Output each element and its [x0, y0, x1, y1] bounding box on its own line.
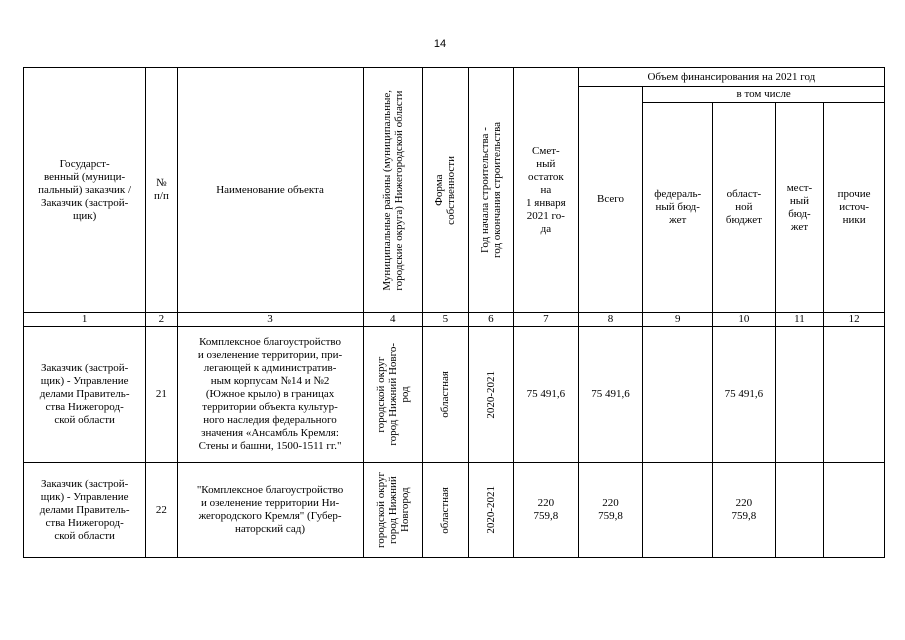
row-customer: Заказчик (застрой- щик) - Управление делами Правитель- ства Нижегород- ской области	[24, 463, 146, 558]
column-number-row	[24, 313, 885, 327]
header-funding-volume: Объем финансирования на 2021 год	[578, 68, 884, 87]
header-years: Год начала строительства - год окончания строительства	[468, 68, 513, 313]
row-regional: 75 491,6	[713, 327, 776, 463]
row-number: 22	[146, 463, 177, 558]
row-balance: 75 491,6	[514, 327, 579, 463]
col-number: 1	[24, 313, 146, 327]
row-balance: 220 759,8	[514, 463, 579, 558]
col-number: 9	[643, 313, 713, 327]
row-ownership: областная	[423, 463, 468, 558]
col-number: 8	[578, 313, 643, 327]
row-customer: Заказчик (застрой- щик) - Управление делами Правитель- ства Нижегород- ской области	[24, 327, 146, 463]
header-regional: област- ной бюджет	[713, 103, 776, 313]
header-total: Всего	[578, 87, 643, 313]
header-ownership: Форма собственности	[423, 68, 468, 313]
table-row	[24, 327, 885, 463]
row-years: 2020-2021	[468, 327, 513, 463]
header-estimated-balance: Смет- ный остаток на 1 января 2021 го- да	[514, 68, 579, 313]
row-local	[775, 327, 824, 463]
row-district: городской округ город Нижний Новго- род	[363, 327, 423, 463]
header-other: прочие источ- ники	[824, 103, 885, 313]
row-object-name: "Комплексное благоустройство и озеленение территории Ни- жегородского Кремля" (Губер- наторский сад)	[177, 463, 363, 558]
row-district: городской округ город Нижний Новгород	[363, 463, 423, 558]
col-number: 3	[177, 313, 363, 327]
row-total: 220 759,8	[578, 463, 643, 558]
table-row	[24, 463, 885, 558]
col-number: 2	[146, 313, 177, 327]
col-number: 7	[514, 313, 579, 327]
header-including: в том числе	[643, 87, 885, 103]
header-local: мест- ный бюд- жет	[775, 103, 824, 313]
row-regional: 220 759,8	[713, 463, 776, 558]
investment-table	[23, 67, 885, 558]
row-federal	[643, 463, 713, 558]
row-years: 2020-2021	[468, 463, 513, 558]
header-object-name: Наименование объекта	[177, 68, 363, 313]
col-number: 12	[824, 313, 885, 327]
col-number: 6	[468, 313, 513, 327]
header-districts: Муниципальные районы (муниципальные, городские округа) Нижегородской области	[363, 68, 423, 313]
header-row-number: № п/п	[146, 68, 177, 313]
col-number: 5	[423, 313, 468, 327]
header-federal: федераль- ный бюд- жет	[643, 103, 713, 313]
row-local	[775, 463, 824, 558]
col-number: 10	[713, 313, 776, 327]
row-federal	[643, 327, 713, 463]
row-object-name: Комплексное благоустройство и озеленение территории, при- легающей к административ- ным корпусам №14 и №2 (Южное крыло) в границах территории объекта культур- ного наследия федерального значения «Ансамбль Кремля: Стены и башни, 1500-1511 гг."	[177, 327, 363, 463]
row-ownership: областная	[423, 327, 468, 463]
row-number: 21	[146, 327, 177, 463]
header-customer: Государст- венный (муници- пальный) заказчик / Заказчик (застрой- щик)	[24, 68, 146, 313]
row-total: 75 491,6	[578, 327, 643, 463]
col-number: 4	[363, 313, 423, 327]
row-other	[824, 463, 885, 558]
page-number: 14	[433, 38, 447, 50]
row-other	[824, 327, 885, 463]
col-number: 11	[775, 313, 824, 327]
